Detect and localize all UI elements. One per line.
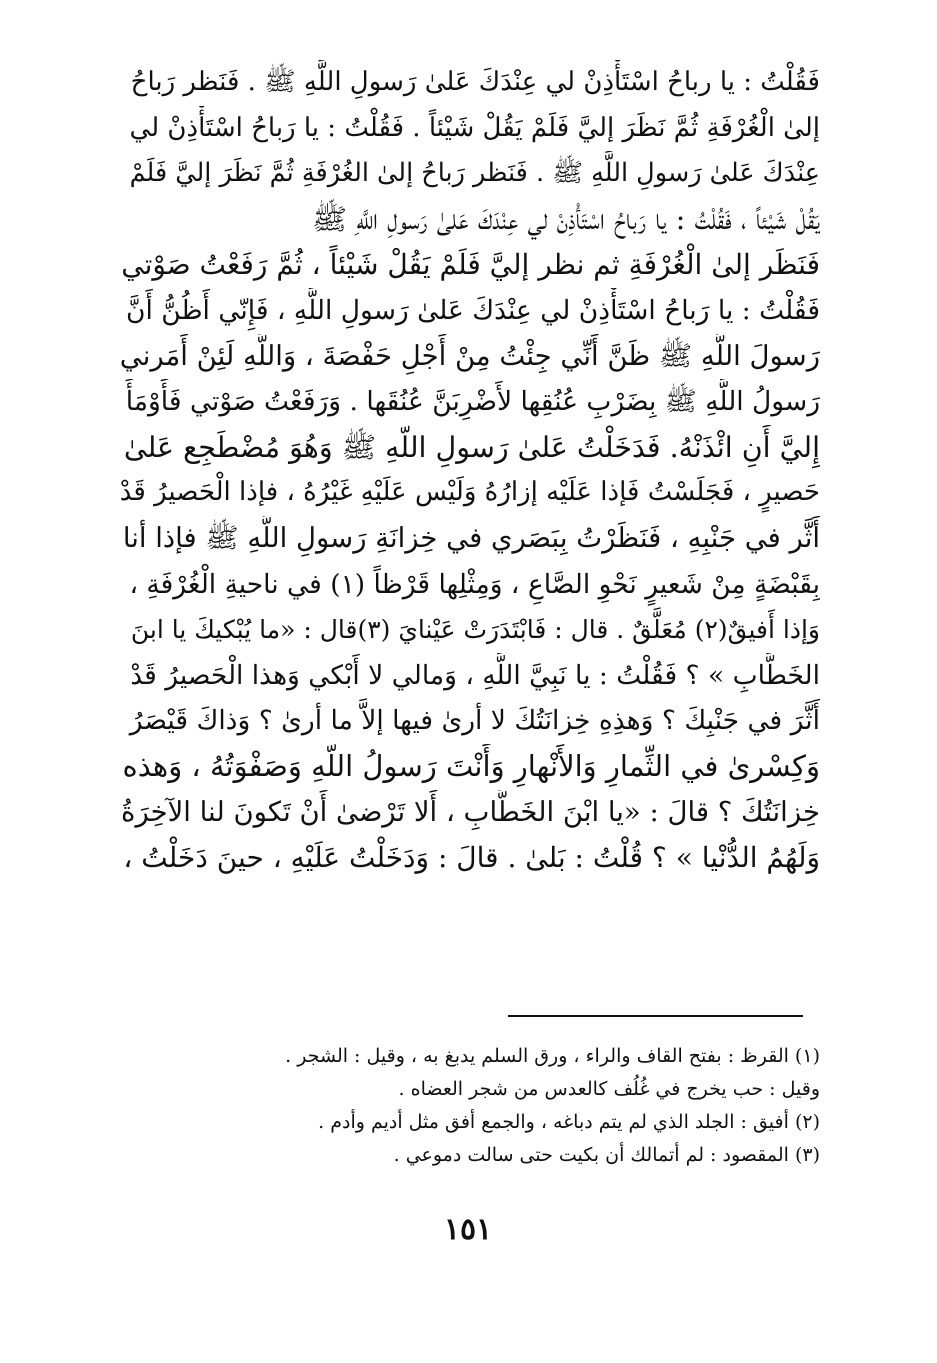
text-line: فَقُلْتُ : يا رباحُ اسْتَأْذِنْ لي عِنْدَكَ عَلىٰ رَسولِ اللَّهِ ﷺ . فَنَظر رَباحُ [130,67,820,97]
text-line: عِنْدَكَ عَلىٰ رَسولِ اللَّهِ ﷺ . فَنَظر رَباحُ إلىٰ الغُرْفَةِ ثُمَّ نَظَرَ إليَّ فَلَمْ [129,158,820,189]
footnote-2: (٢) أفيق : الجلد الذي لم يتم دباغه ، والجمع أفق مثل أديم وأدم . [318,1111,820,1133]
text-line: إلىٰ الْغُرْفَةِ ثُمَّ نَظَرَ إليَّ فَلَمْ يَقُلْ شَيْئاً . فَقُلْتُ : يا رَباحُ اسْتَأْذِنْ لي [129,112,820,143]
text-line: حَصيرٍ ، فَجَلَسْتُ فَإذا عَلَيْه إزارُهُ وَلَيْس عَلَيْهِ غَيْرُهُ ، فإذا الْحَصيرُ قَدْ [120,477,820,508]
text-line: وَلَهُمُ الدُّنْيا » ؟ قُلْتُ : بَلىٰ . قالَ : وَدَخَلْتُ عَلَيْهِ ، حينَ دَخَلْتُ ، [123,841,820,875]
text-line: إِليَّ أَنِ ائْذَنْهُ. فَدَخَلْتُ عَلىٰ رَسولِ اللَّهِ ﷺ وَهُوَ مُضْطَجِع عَلىٰ [123,430,820,464]
text-line: فَنَظَر إلىٰ الْغُرْفَةِ ثم نظر إليَّ فَلَمْ يَقُلْ شَيْئاً ، ثُمَّ رَفَعْتُ صَوْتي [121,248,820,282]
text-line: يَقُلْ شَيْئاً ، فَقُلْتُ : يا رَباحُ اسْتَأْذِنْ لي عِنْدَكَ عَلىٰ رَسولِ اللَّهِ ﷺ [312,201,820,236]
text-line: رَسولُ اللَّهِ ﷺ بِضَرْبِ عُنُقِها لأَضْرِبَنَّ عُنُقَها . وَرَفَعْتُ صَوْتي فَأَوْمَأَ [125,386,820,418]
footnote-1: (١) القرظ : بفتح القاف والراء ، ورق السلم يدبغ به ، وقيل : الشجر . [285,1045,820,1067]
footnote-1-continued: وقيل : حب يخرج في غُلُف كالعدس من شجر العضاه . [398,1078,820,1100]
text-line: وَإذا أَفيقٌ(٢) مُعَلَّقٌ . قال : فَابْتَدَرَتْ عَيْنايَ (٣)قال : «ما يُبْكيكَ يا ابنَ [130,615,820,645]
text-line: رَسولَ اللَّهِ ﷺ ظَنَّ أَنِّي جِئْتُ مِنْ أَجْلِ حَفْصَةَ ، وَاللَّهِ لَئِنْ أَمَرني [120,339,820,372]
main-text-block [120,60,820,881]
text-line: فَقُلْتُ : يا رَباحُ اسْتَأْذِنْ لي عِنْدَكَ عَلىٰ رَسولِ اللَّهِ ، فَإِنّي أَظُنُّ أَنَّ [126,294,820,326]
text-line: وَكِسْرىٰ في الثِّمارِ وَالأَنْهارِ وَأَنْتَ رَسولُ اللَّهِ وَصَفْوَتُهُ ، وَهذه [122,748,820,783]
footnote-separator [508,1015,803,1017]
footnotes-block [120,1040,820,1172]
page-number: ١٥١ [443,1212,493,1247]
text-line: خِزانَتُكَ ؟ قالَ : «يا ابْنَ الخَطَّابِ ، أَلا تَرْضىٰ أَنْ تَكونَ لنا الآخِرَةُ [121,795,820,828]
text-line: أَثَّر في جَنْبِهِ ، فَنَظَرْتُ بِبَصَري في خِزانَةِ رَسولِ اللَّهِ ﷺ فإذا أنا [122,521,820,554]
footnote-3: (٣) المقصود : لم أتمالك أن بكيت حتى سالت دموعي . [393,1144,820,1166]
text-line: الخَطَّابِ » ؟ فَقُلْتُ : يا نَبِيَّ اللَّهِ ، وَمالي لا أَبْكي وَهذا الْحَصيرُ قَدْ [130,659,820,691]
text-line: بِقَبْضَةٍ مِنْ شَعيرٍ نَحْوِ الصَّاعِ ، وَمِثْلِها قَرْظاً (١) في ناحيةِ الْغُرْفَةِ ، [129,568,820,600]
text-line: أَثَّرَ في جَنْبِكَ ؟ وَهذِهِ خِزانَتُكَ لا أرىٰ فيها إلاَّ ما أرىٰ ؟ وَذاكَ قَيْصَرُ [129,705,820,737]
